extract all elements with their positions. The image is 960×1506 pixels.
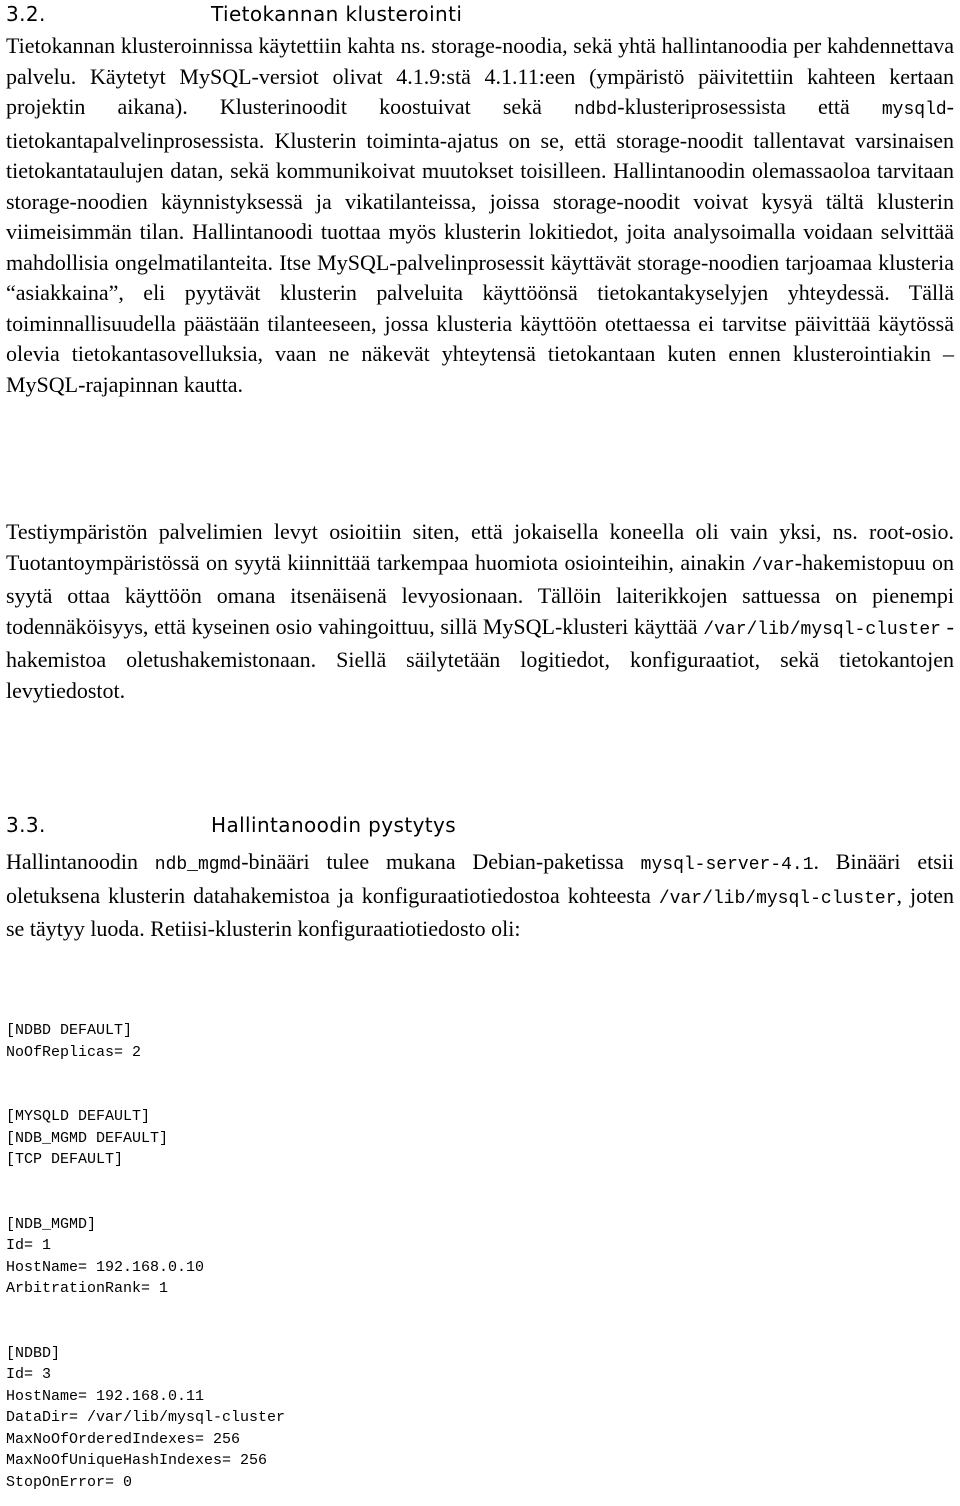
config-file-listing (6, 1020, 285, 1493)
config-line: ArbitrationRank= 1 (6, 1280, 169, 1297)
paragraph-text: -tietokantapalvelinprosessista. Klusterin toiminta-ajatus on se, että storage-noodit tallentavat varsinaisen tietokantataulujen datan, sekä kommunikoivat muutokset toisilleen. Hallintanoodin olemassaoloa tarvitaan storage-noodien käynnistyksessä ja vikatilanteissa, joissa storage-noodit voivat kysyä tältä klusterin viimeisimmän tilan. Hallintanoodi tuottaa myös klusterin lokitiedot, joita analysoimalla voidaan selvittää mahdollisia ongelmatilanteita. Itse MySQL-palvelinprosessit käyttävät storage-noodien tarjoamaa klusteria “asiakkaina”, eli pyytävät klusterin palveluita käyttöönsä tietokantakyselyjen yhteydessä. Tällä toiminnallisuudella päästään tilanteeseen, jossa klusteria käyttöön otettaessa ei tarvitse päivittää käytössä olevia tietokantasovelluksia, vaan ne näkevät yhteytensä tietokantaan kuten ennen klusterointiakin – MySQL-rajapinnan kautta. (6, 94, 954, 397)
paragraph-management-node (6, 847, 954, 945)
section-number: 3.3. (6, 813, 46, 837)
config-line: Id= 1 (6, 1237, 52, 1254)
config-line: [TCP DEFAULT] (6, 1151, 124, 1168)
paragraph-text: . Binääri etsii oletuksena klusterin datahakemistoa ja konfiguraatiotiedostoa kohteesta (6, 849, 954, 908)
config-blank-line (6, 1300, 285, 1322)
inline-code-var: /var (751, 555, 795, 576)
paragraph-partitioning (6, 517, 954, 706)
config-line: [MYSQLD DEFAULT] (6, 1108, 151, 1125)
inline-code-ndb-mgmd: ndb_mgmd (154, 855, 242, 875)
section-heading-3-2 (6, 0, 462, 28)
section-title: Tietokannan klusterointi (211, 2, 463, 26)
config-line: [NDBD DEFAULT] (6, 1022, 133, 1039)
paragraph-text: -binääri tulee mukana Debian-paketissa (241, 849, 641, 874)
paragraph-text: -hakemistoa oletushakemistonaan. Siellä säilytetään logitiedot, konfiguraatiot, sekä tietokantojen levytiedostot. (6, 613, 955, 703)
inline-code-mysql-cluster-path: /var/lib/mysql-cluster (658, 888, 897, 909)
config-line: [NDB_MGMD] (6, 1215, 97, 1233)
paragraph-text: -hakemistopuu on syytä ottaa käyttöön omana itsenäisenä levyosionaan. Tällöin laiterikkojen sattuessa on pienempi todennäköisyys, että kyseinen osio vahingoittuu, sillä MySQL-klusteri käyttää (6, 549, 954, 639)
inline-code-ndbd: ndbd (574, 100, 618, 120)
paragraph-text: , joten se täytyy luoda. Retiisi-klusterin konfiguraatiotiedosto oli: (6, 882, 954, 941)
inline-code-package: mysql-server-4.1 (640, 855, 814, 875)
config-blank-line (6, 1063, 285, 1085)
config-line: [NDBD] (6, 1344, 61, 1362)
paragraph-text: Tietokannan klusteroinnissa käytettiin kahta ns. storage-noodia, sekä yhtä hallintanoodia per kahdennettava palvelu. Käytetyt MySQL-versiot olivat 4.1.9:stä 4.1.11:een (ympäristö päivitettiin kahteen kertaan projektin aikana). Klusterinoodit koostuivat sekä (6, 33, 954, 119)
config-line: StopOnError= 0 (6, 1473, 133, 1491)
section-number: 3.2. (6, 2, 46, 26)
paragraph-text: -klusteriprosessista että (617, 94, 882, 119)
inline-code-mysqld: mysqld (881, 100, 947, 120)
config-line: HostName= 192.168.0.10 (6, 1258, 205, 1276)
paragraph-text: Testiympäristön palvelimien levyt osioitiin siten, että jokaisella koneella oli vain yksi, ns. root-osio. Tuotantoympäristössä on syytä kiinnittää tarkempaa huomiota osiointeihin, ainakin (6, 519, 954, 575)
config-blank-line (6, 1321, 285, 1343)
inline-code-mysql-cluster-path: /var/lib/mysql-cluster (703, 619, 941, 640)
paragraph-text: Hallintanoodin (6, 849, 155, 874)
config-blank-line (6, 1171, 285, 1193)
section-heading-3-3 (6, 811, 456, 839)
config-line: MaxNoOfUniqueHashIndexes= 256 (6, 1452, 268, 1469)
config-line: NoOfReplicas= 2 (6, 1043, 142, 1061)
paragraph-clustering (6, 31, 954, 400)
config-line: MaxNoOfOrderedIndexes= 256 (6, 1430, 241, 1448)
config-line: HostName= 192.168.0.11 (6, 1387, 205, 1405)
section-title: Hallintanoodin pystytys (211, 813, 457, 837)
config-blank-line (6, 1085, 285, 1107)
config-line: DataDir= /var/lib/mysql-cluster (6, 1409, 286, 1426)
config-blank-line (6, 1192, 285, 1214)
config-line: [NDB_MGMD DEFAULT] (6, 1129, 169, 1147)
config-line: Id= 3 (6, 1366, 52, 1383)
